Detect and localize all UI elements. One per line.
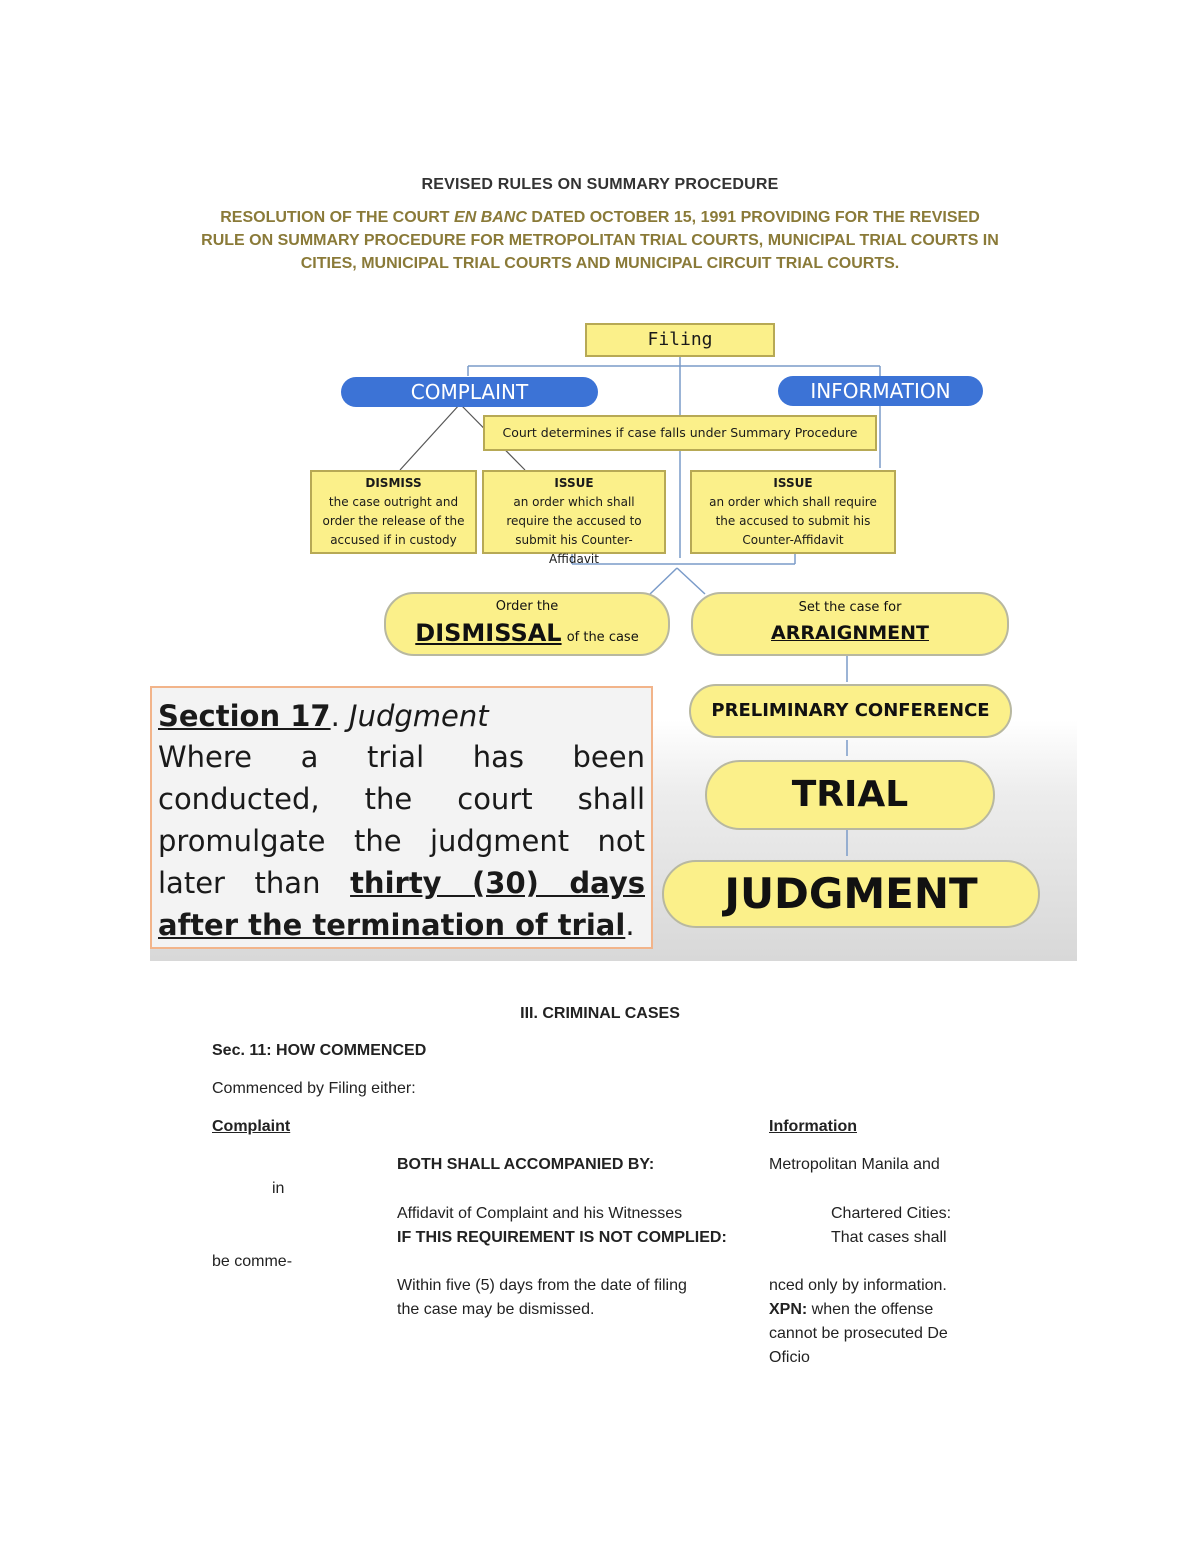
issue-box-1 (482, 470, 666, 566)
dismissal-line (386, 618, 668, 653)
be-comme-text: be comme- (212, 1253, 293, 1270)
may-be-dismissed-text: the case may be dismissed. (397, 1301, 595, 1318)
metro-text: Metropolitan Manila and (769, 1156, 940, 1173)
court-determines-box (483, 415, 877, 451)
judgment-pill (662, 860, 1040, 928)
section-17-body-end: . (625, 908, 635, 942)
filing-label: Filing (647, 329, 713, 350)
issue2-body: an order which shall require the accused to submit his Counter-Affidavit (709, 495, 877, 547)
that-cases-text: That cases shall (831, 1229, 947, 1246)
preliminary-label: PRELIMINARY CONFERENCE (711, 700, 990, 721)
section-17-body (158, 736, 645, 946)
information-heading: Information (769, 1118, 857, 1135)
section-17-heading-dot: . (330, 699, 350, 733)
flowchart (150, 318, 1077, 961)
criminal-cases-heading: III. CRIMINAL CASES (520, 1005, 680, 1022)
dismiss-title: DISMISS (365, 476, 422, 490)
section-17-heading-italic: Judgment (349, 699, 489, 733)
chartered-text: Chartered Cities: (831, 1205, 952, 1222)
issue-box-2 (690, 470, 896, 554)
commenced-line: Commenced by Filing either: (212, 1080, 416, 1097)
xpn-rest: when the offense (807, 1301, 934, 1318)
section-17-body-bold: thirty (30) days after the termination of trial (158, 866, 645, 942)
section-17-body-plain: Where a trial has been conducted, the court shall promulgate the judgment not later than (158, 740, 645, 900)
dismissal-pill (384, 592, 670, 656)
issue1-body: an order which shall require the accused to submit his Counter-Affidavit (506, 495, 642, 566)
of-the-case-label: of the case (566, 630, 639, 645)
subtitle-part1: RESOLUTION OF THE COURT (220, 209, 455, 226)
complaint-heading: Complaint (212, 1118, 291, 1135)
document-title: REVISED RULES ON SUMMARY PROCEDURE (421, 176, 779, 193)
xpn-line (769, 1300, 933, 1320)
trial-pill (705, 760, 995, 830)
order-the-label: Order the (495, 599, 559, 614)
filing-box (585, 323, 775, 357)
set-case-label: Set the case for (798, 600, 902, 615)
xpn-label: XPN: (769, 1301, 808, 1318)
arraignment-pill (691, 592, 1009, 656)
trial-label: TRIAL (791, 774, 909, 815)
subtitle-part2: DATED OCTOBER 15, 1991 PROVIDING FOR THE REVISED RULE ON SUMMARY PROCEDURE FOR METROPOLITAN TRIAL COURTS, MUNICIPAL TRIAL COURTS IN CITIES, MUNICIPAL TRIAL COURTS AND MUNICIPAL CIRCUIT TRIAL COURTS. (201, 209, 999, 272)
court-determines-label: Court determines if case falls under Summary Procedure (502, 425, 858, 440)
section-17-box (150, 686, 653, 949)
cannot-be-prosecuted-text: cannot be prosecuted De (769, 1325, 948, 1342)
dismissal-label: DISMISSAL (415, 619, 562, 647)
preliminary-conference-pill (689, 684, 1012, 738)
in-text: in (272, 1180, 285, 1197)
information-pill: INFORMATION (778, 376, 983, 406)
if-not-complied-label: IF THIS REQUIREMENT IS NOT COMPLIED: (397, 1229, 727, 1246)
complaint-pill: COMPLAINT (341, 377, 598, 407)
judgment-label: JUDGMENT (724, 869, 978, 918)
issue2-title: ISSUE (773, 476, 813, 490)
within-five-days-text: Within five (5) days from the date of filing (397, 1277, 687, 1294)
oficio-text: Oficio (769, 1349, 810, 1366)
issue1-title: ISSUE (554, 476, 594, 490)
nced-text: nced only by information. (769, 1277, 947, 1294)
section-17-heading-bold: Section 17 (158, 699, 331, 733)
both-shall-label: BOTH SHALL ACCOMPANIED BY: (397, 1156, 655, 1173)
dismiss-box (310, 470, 477, 554)
sec11-heading: Sec. 11: HOW COMMENCED (212, 1042, 427, 1059)
dismiss-body: the case outright and order the release of the accused if in custody (322, 495, 465, 547)
affidavit-text: Affidavit of Complaint and his Witnesses (397, 1205, 683, 1222)
document-subtitle (200, 206, 1000, 275)
section-17-heading (158, 696, 645, 736)
arraignment-label: ARRAIGNMENT (771, 622, 929, 644)
subtitle-italic: EN BANC (454, 209, 527, 226)
